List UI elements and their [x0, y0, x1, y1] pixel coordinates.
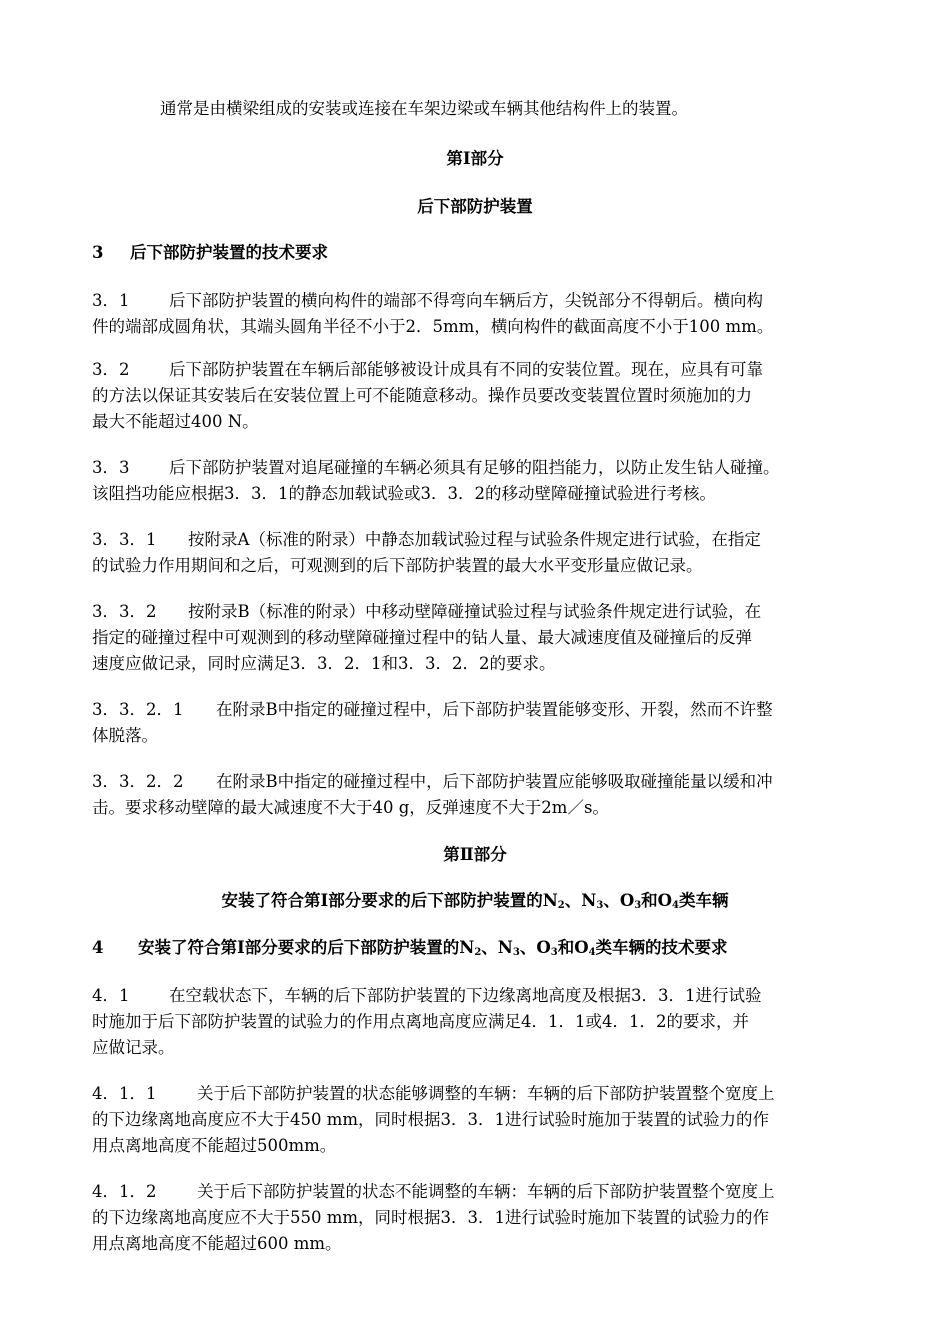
title-prefix: 安装了符合第Ⅰ部分要求的后下部防护装置的 [221, 891, 543, 910]
vehicle-code: N [459, 938, 475, 957]
subscript: 2 [474, 947, 482, 958]
clause-4-1-1 [92, 1082, 872, 1106]
vehicle-code: N [581, 891, 597, 910]
clause-number: 4．1 [92, 986, 130, 1005]
clause-3-3-line2: 该阻挡功能应根据3．3．1的静态加载试验或3．3．2的移动壁障碰撞试验进行考核。 [92, 484, 716, 503]
title-suffix: 类车辆 [679, 891, 729, 910]
clause-4-1-2 [92, 1180, 872, 1204]
vehicle-code: O [574, 938, 589, 957]
clause-text: 在附录B中指定的碰撞过程中，后下部防护装置能够变形、开裂，然而不许整 [216, 700, 773, 719]
clause-4-1-2-line2: 的下边缘离地高度应不大于550 mm，同时根据3．3．1进行试验时施加下装置的试验力的作 [92, 1208, 770, 1227]
clause-number: 3．3．2 [92, 602, 157, 621]
clause-text: 关于后下部防护装置的状态不能调整的车辆：车辆的后下部防护装置整个宽度上 [197, 1182, 775, 1201]
clause-text: 关于后下部防护装置的状态能够调整的车辆：车辆的后下部防护装置整个宽度上 [197, 1084, 775, 1103]
part2-title [0, 889, 950, 913]
clause-3-3-2 [92, 600, 872, 624]
section3-heading [92, 241, 872, 265]
clause-3-3-1 [92, 528, 872, 552]
subscript: 3 [512, 947, 520, 958]
clause-4-1 [92, 984, 872, 1008]
vehicle-code: N [542, 891, 558, 910]
clause-3-2-line3: 最大不能超过400 N。 [92, 412, 259, 431]
part2-heading: 第Ⅱ部分 [443, 845, 507, 864]
clause-text: 后下部防护装置对追尾碰撞的车辆必须具有足够的阻挡能力，以防止发生钻人碰撞。 [169, 458, 780, 477]
clause-3-2 [92, 358, 872, 382]
clause-text: 按附录A（标准的附录）中静态加载试验过程与试验条件规定进行试验，在指定 [188, 530, 761, 549]
clause-3-3-2-line2: 指定的碰撞过程中可观测到的移动壁障碰撞过程中的钻人量、最大减速度值及碰撞后的反弹 [92, 628, 752, 647]
subscript: 3 [550, 947, 558, 958]
clause-3-2-line2: 的方法以保证其安装后在安装位置上可不能随意移动。操作员要改变装置位置时须施加的力 [92, 386, 752, 405]
clause-3-3-2-line3: 速度应做记录，同时应满足3．3．2．1和3．3．2．2的要求。 [92, 654, 556, 673]
subscript: 3 [634, 900, 642, 911]
clause-text: 后下部防护装置在车辆后部能够被设计成具有不同的安装位置。现在，应具有可靠 [169, 360, 763, 379]
clause-number: 4．1．1 [92, 1084, 157, 1103]
separator: 、 [564, 891, 582, 910]
separator: 、 [603, 891, 620, 910]
clause-3-3 [92, 456, 872, 480]
clause-number: 3．3．2．2 [92, 772, 184, 791]
part1-heading: 第Ⅰ部分 [446, 149, 504, 168]
section-title: 后下部防护装置的技术要求 [130, 243, 328, 262]
section-number: 4 [92, 938, 104, 957]
section4-heading [92, 936, 872, 960]
conjunction: 和 [641, 891, 658, 910]
clause-text: 按附录B（标准的附录）中移动壁障碰撞试验过程与试验条件规定进行试验，在 [188, 602, 762, 621]
clause-3-1-line2: 件的端部成圆角状，其端头圆角半径不小于2．5mm，横向构件的截面高度不小于100 mm。 [92, 317, 774, 336]
separator: 、 [519, 938, 537, 957]
subscript: 2 [557, 900, 565, 911]
subscript: 3 [596, 900, 604, 911]
vehicle-code: N [497, 938, 513, 957]
subscript: 4 [672, 900, 680, 911]
clause-3-3-2-2 [92, 770, 872, 794]
clause-3-3-2-1-line2: 体脱落。 [92, 726, 158, 745]
intro-text: 通常是由横梁组成的安装或连接在车架边梁或车辆其他结构件上的装置。 [160, 99, 688, 118]
clause-number: 4．1．2 [92, 1182, 157, 1201]
section-number: 3 [92, 243, 104, 262]
vehicle-code: O [657, 891, 673, 910]
subscript: 4 [588, 947, 596, 958]
clause-number: 3．2 [92, 360, 130, 379]
clause-3-1 [92, 289, 872, 313]
title-suffix: 类车辆的技术要求 [595, 938, 728, 957]
clause-3-3-1-line2: 的试验力作用期间和之后，可观测到的后下部防护装置的最大水平变形量应做记录。 [92, 556, 703, 575]
clause-3-3-2-1 [92, 698, 872, 722]
conjunction: 和 [557, 938, 575, 957]
clause-4-1-2-line3: 用点离地高度不能超过600 mm。 [92, 1234, 342, 1253]
title-prefix: 安装了符合第Ⅰ部分要求的后下部防护装置的 [138, 938, 460, 957]
separator: 、 [481, 938, 498, 957]
vehicle-code: O [536, 938, 551, 957]
clause-text: 在空载状态下，车辆的后下部防护装置的下边缘离地高度及根据3．3．1进行试验 [169, 986, 762, 1005]
clause-3-3-2-2-line2: 击。要求移动壁障的最大减速度不大于40 g，反弹速度不大于2m／s。 [92, 798, 609, 817]
clause-number: 3．3．2．1 [92, 700, 184, 719]
clause-4-1-1-line3: 用点离地高度不能超过500mm。 [92, 1136, 337, 1155]
clause-number: 3．3．1 [92, 530, 157, 549]
part1-title: 后下部防护装置 [417, 197, 533, 216]
clause-4-1-line3: 应做记录。 [92, 1038, 175, 1057]
clause-4-1-line2: 时施加于后下部防护装置的试验力的作用点离地高度应满足4．1．1或4．1．2的要求，并 [92, 1012, 749, 1031]
clause-number: 3．3 [92, 458, 130, 477]
clause-number: 3．1 [92, 291, 130, 310]
clause-text: 在附录B中指定的碰撞过程中，后下部防护装置应能够吸取碰撞能量以缓和冲 [216, 772, 773, 791]
clause-text: 后下部防护装置的横向构件的端部不得弯向车辆后方，尖锐部分不得朝后。横向构 [169, 291, 763, 310]
clause-4-1-1-line2: 的下边缘离地高度应不大于450 mm，同时根据3．3．1进行试验时施加于装置的试验力的作 [92, 1110, 770, 1129]
vehicle-code: O [619, 891, 635, 910]
